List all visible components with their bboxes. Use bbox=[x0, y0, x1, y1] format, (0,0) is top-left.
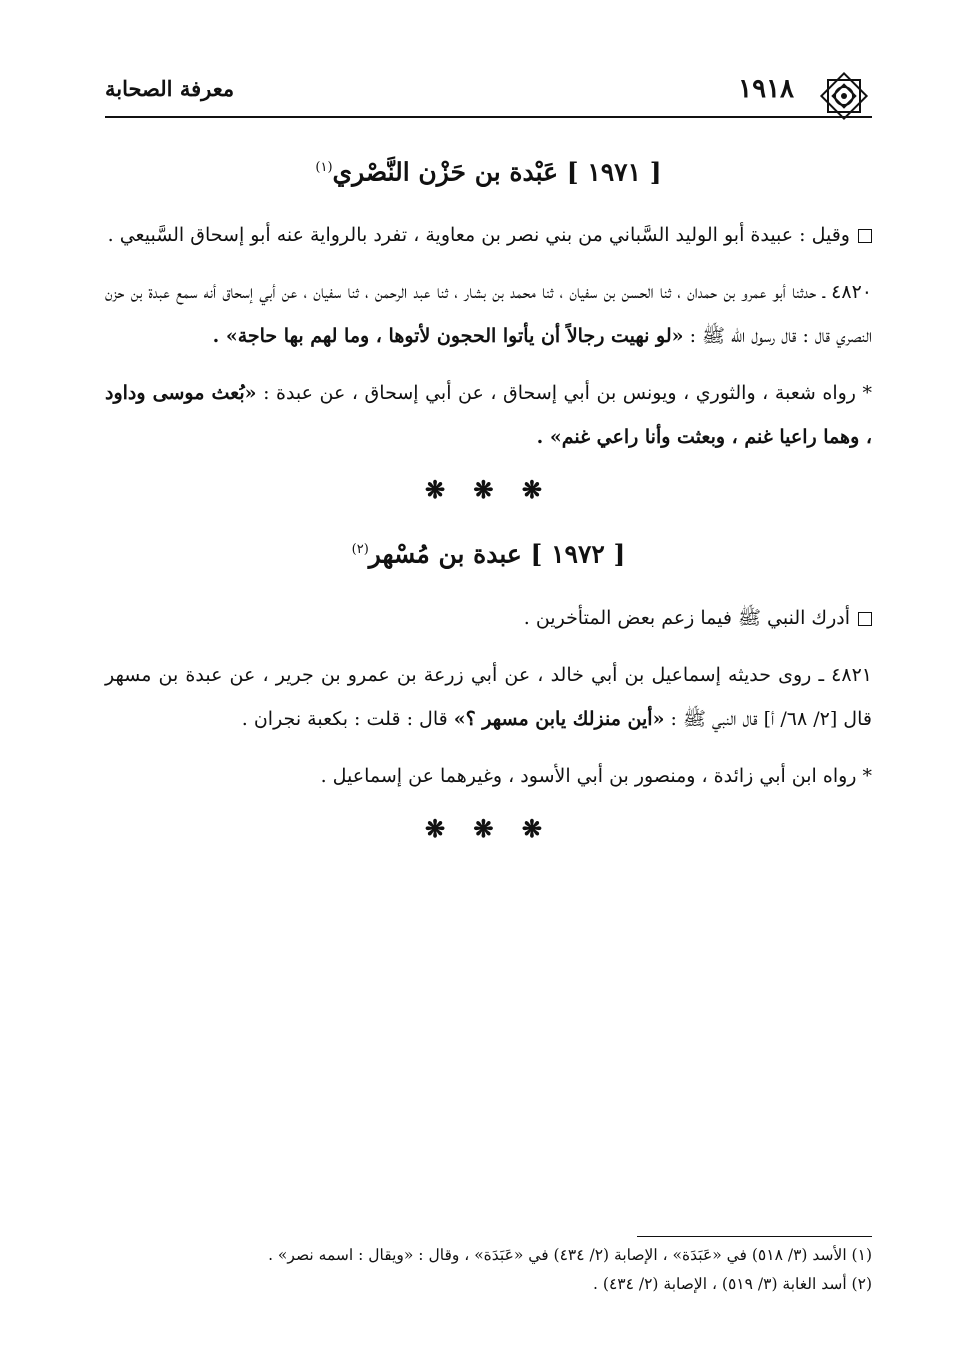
entry-title-1971: [ ١٩٧١ ] عَبْدة بن حَزْن النَّصْري$^{(١)}$ bbox=[315, 157, 662, 187]
entry-intro-paragraph: وقيل : عبيدة أبو الوليد السَّباني من بني نصر بن معاوية ، تفرد بالرواية عنه أبو إسحاق السَّبيعي . bbox=[105, 213, 872, 257]
footnote-rule bbox=[637, 1236, 872, 1237]
footnote-ref: (٢) bbox=[351, 542, 369, 558]
narration-paragraph: * رواه شعبة ، والثوري ، ويونس بن أبي إسحاق ، عن أبي إسحاق ، عن عبدة : «بُعث موسى وداود ، وهما راعيا غنم ، وبعثت وأنا راعي غنم» . bbox=[105, 382, 873, 449]
main-content bbox=[105, 135, 872, 866]
entry-title-1972: [ ١٩٧٢ ] عبدة بن مُسْهر$^{(٢)}$ bbox=[351, 539, 626, 569]
footnotes bbox=[105, 1236, 872, 1299]
hadith-paragraph-4820: ٤٨٢٠ ـ حدثنا أبو عمرو بن حمدان ، ثنا الحسن بن سفيان ، ثنا محمد بن بشار ، ثنا عبد الرحمن ، ثنا سفيان ، عن أبي إسحاق أنه سمع عبدة بن حزن النصري قال : قال رسول الله ﷺ : «لو نهيت رجالاً أن يأتوا الحجون لأتوها ، وما لهم بها حاجة» . bbox=[105, 281, 872, 348]
page-number: ١٩١٨ bbox=[738, 74, 794, 104]
hadith-quote: «أين منزلك يابن مسهر ؟» bbox=[453, 707, 665, 730]
footnote-2: (٢) أسد الغابة (٣/ ٥١٩) ، الإصابة (٢/ ٤٣٤) . bbox=[593, 1275, 872, 1293]
square-bullet-icon bbox=[858, 612, 872, 626]
hadith-quote: «لو نهيت رجالاً أن يأتوا الحجون لأتوها ، وما لهم بها حاجة» . bbox=[212, 325, 684, 348]
narration-quote: «بُعث موسى وداود ، وهما راعيا غنم ، وبعثت وأنا راعي غنم» . bbox=[105, 382, 872, 449]
running-title: معرفة الصحابة bbox=[105, 76, 235, 101]
octagonal-star-ornament-icon bbox=[816, 68, 872, 124]
page-header bbox=[105, 60, 872, 118]
square-bullet-icon bbox=[858, 229, 872, 243]
section-separator: ❋ ❋ ❋ bbox=[424, 475, 553, 505]
narration-paragraph: * رواه ابن أبي زائدة ، ومنصور بن أبي الأسود ، وغيرهما عن إسماعيل . bbox=[320, 764, 872, 787]
hadith-paragraph-4821: ٤٨٢١ ـ روى حديثه إسماعيل بن أبي خالد ، عن أبي زرعة بن عمرو بن جرير ، عن عبدة بن مسهر قال [٢/ ٦٨/ أ] قال النبي ﷺ : «أين منزلك يابن مسهر ؟» قال : قلت : بكعبة نجران . bbox=[105, 663, 872, 730]
entry-intro-paragraph: أدرك النبي ﷺ فيما زعم بعض المتأخرين . bbox=[105, 596, 872, 640]
section-separator: ❋ ❋ ❋ bbox=[424, 813, 553, 843]
footnote-1: (١) الأسد (٣/ ٥١٨) في «عَبَدَة» ، الإصابة (٢/ ٤٣٤) في «عَبَدَة» ، وقال : «ويقال : اسمه نصر» . bbox=[268, 1246, 872, 1264]
footnote-ref: (١) bbox=[315, 160, 333, 175]
